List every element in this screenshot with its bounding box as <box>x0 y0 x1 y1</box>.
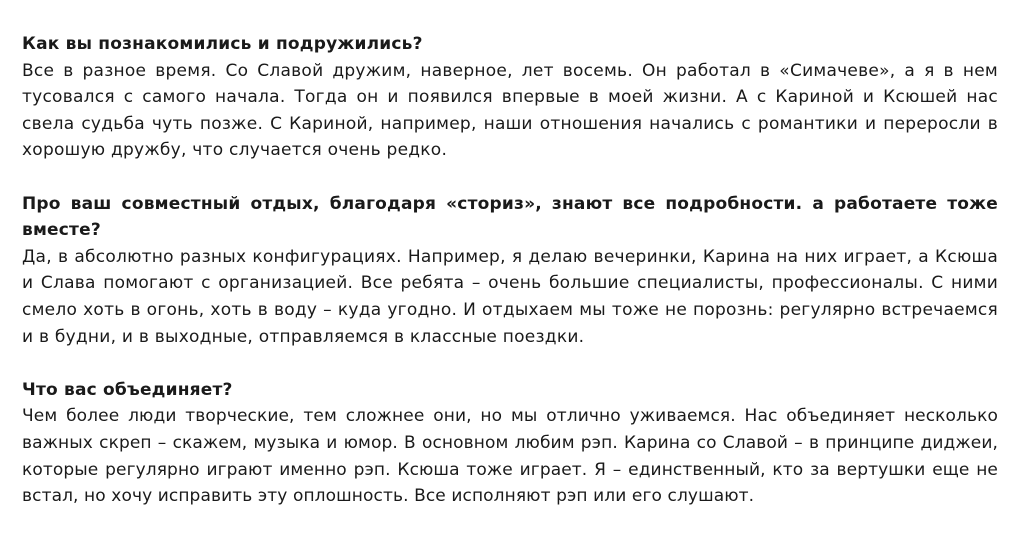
interview-text <box>22 31 998 536</box>
qa-block <box>22 191 998 351</box>
answer-paragraph: Все в разное время. Со Славой дружим, наверное, лет восемь. Он работал в «Симачеве», а я в нем тусовался с самого начала. Тогда он и появился впервые в моей жизни. А с Кариной и Ксюшей нас свела судьба чуть позже. С Кариной, например, наши отношения начались с романтики и переросли в хорошую дружбу, что случается очень редко. <box>22 60 998 161</box>
question-heading: Про ваш совместный отдых, благодаря «сториз», знают все подробности. а работаете тоже вместе? <box>22 193 998 241</box>
answer-paragraph: Чем более люди творческие, тем сложнее они, но мы отлично уживаемся. Нас объединяет несколько важных скреп – скажем, музыка и юмор. В основном любим рэп. Карина со Славой – в принципе диджеи, которые регулярно играют именно рэп. Ксюша тоже играет. Я – единственный, кто за вертушки еще не встал, но хочу исправить эту оплошность. Все исполняют рэп или его слушают. <box>22 406 998 507</box>
qa-block <box>22 31 998 164</box>
question-heading: Что вас объединяет? <box>22 379 233 400</box>
qa-block <box>22 377 998 510</box>
answer-paragraph: Да, в абсолютно разных конфигурациях. Например, я делаю вечеринки, Карина на них играет, а Ксюша и Слава помогают с организацией. Все ребята – очень большие специалисты, профессионалы. С ними смело хоть в огонь, хоть в воду – куда угодно. И отдыхаем мы тоже не порознь: регулярно встречаемся и в будни, и в выходные, отправляемся в классные поездки. <box>22 246 998 347</box>
question-heading: Как вы познакомились и подружились? <box>22 34 423 54</box>
